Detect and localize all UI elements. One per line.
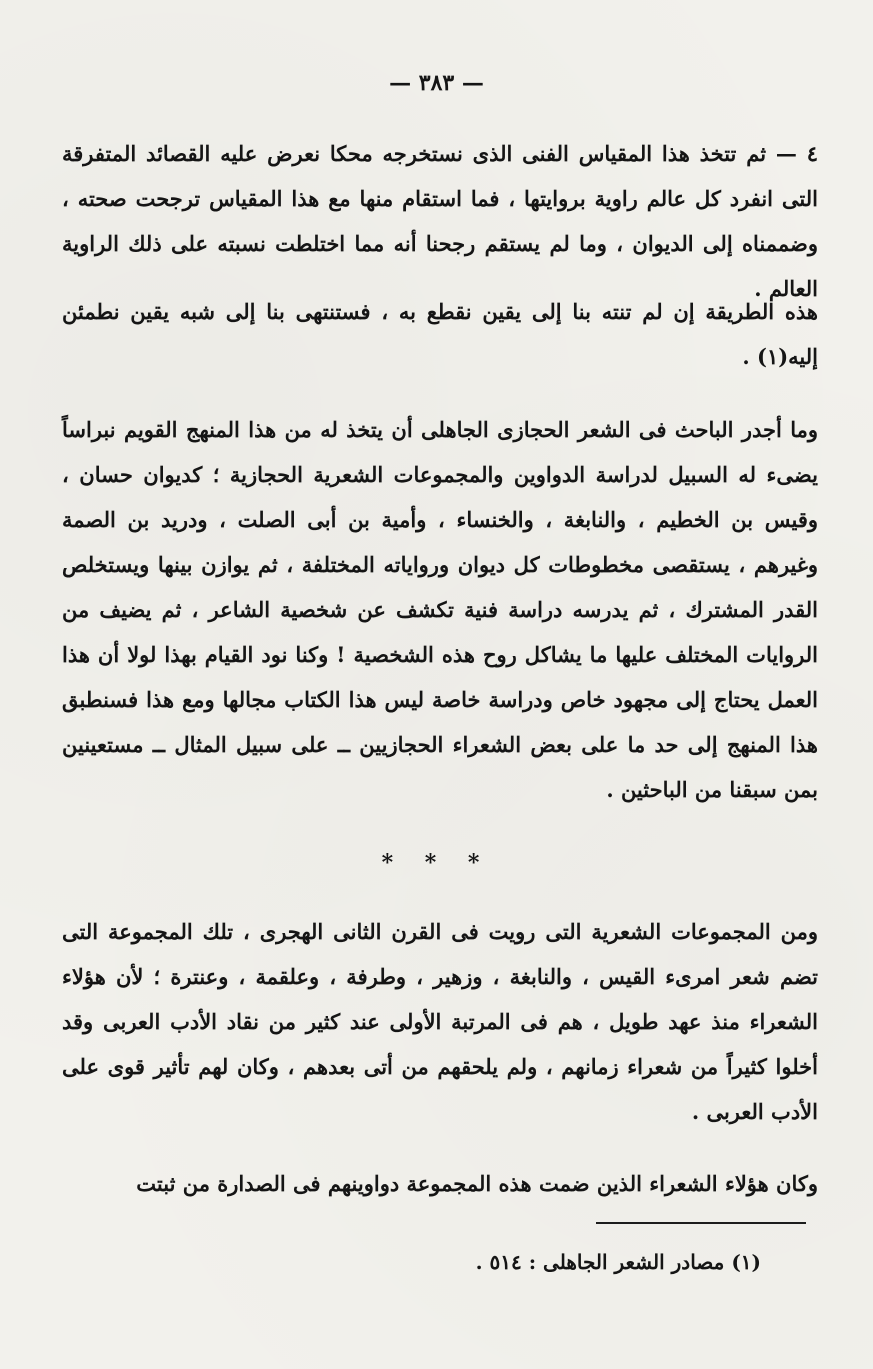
paragraph-method-conclusion: هذه الطريقة إن لم تنته بنا إلى يقين نقطع به ، فستنتهى بنا إلى شبه يقين نطمئن إليه(١) . [62, 299, 818, 369]
footnote: (١) مصادر الشعر الجاهلى : ٥١٤ . [475, 1250, 761, 1274]
footnote-divider [596, 1222, 806, 1224]
paragraph-step-four: ٤ — ثم تتخذ هذا المقياس الفنى الذى نستخرجه محكا نعرض عليه القصائد المتفرقة التى انفرد كل عالم راوية بروايتها ، فما استقام منها مع هذا المقياس ترجحت صحته ، وضممناه إلى الديوان ، وما لم يستقم رجحنا أنه مما اختلطت نسبته على ذلك الراوية العالم . [62, 141, 818, 301]
paragraph-poets-precedence: وكان هؤلاء الشعراء الذين ضمت هذه المجموعة دواوينهم فى الصدارة من ثبتت [136, 1171, 818, 1196]
paragraph-poetry-collections: ومن المجموعات الشعرية التى رويت فى القرن الثانى الهجرى ، تلك المجموعة التى تضم شعر امرىء القيس ، والنابغة ، وزهير ، وطرفة ، وعلقمة ، وعنترة ؛ لأن هؤلاء الشعراء منذ عهد طويل ، هم فى المرتبة الأولى عند كثير من نقاد الأدب العربى وقد أخلوا كثيراً من شعراء زمانهم ، ولم يلحقهم من أتى بعدهم ، وكان لهم تأثير قوى على الأدب العربى . [62, 919, 818, 1124]
page-number: — ٣٨٣ — [389, 70, 484, 96]
section-separator: * * * [381, 850, 492, 876]
paragraph-hijazi-poetry: وما أجدر الباحث فى الشعر الحجازى الجاهلى أن يتخذ له من هذا المنهج القويم نبراساً يضىء له السبيل لدراسة الدواوين والمجموعات الشعرية الحجازية ؛ كديوان حسان ، وقيس بن الخطيم ، والنابغة ، والخنساء ، وأمية بن أبى الصلت ، ودريد بن الصمة وغيرهم ، يستقصى مخطوطات كل ديوان ورواياته المختلفة ، ثم يوازن بينها ويستخلص القدر المشترك ، ثم يدرسه دراسة فنية تكشف عن شخصية الشاعر ، ثم يضيف من الروايات المختلف عليها ما يشاكل روح هذه الشخصية ! وكنا نود القيام بهذا لولا أن هذا العمل يحتاج إلى مجهود خاص ودراسة خاصة ليس هذا الكتاب مجالها ومع هذا فسنطبق هذا المنهج إلى حد ما على بعض الشعراء الحجازيين ــ على سبيل المثال ــ مستعينين بمن سبقنا من الباحثين . [62, 417, 818, 802]
